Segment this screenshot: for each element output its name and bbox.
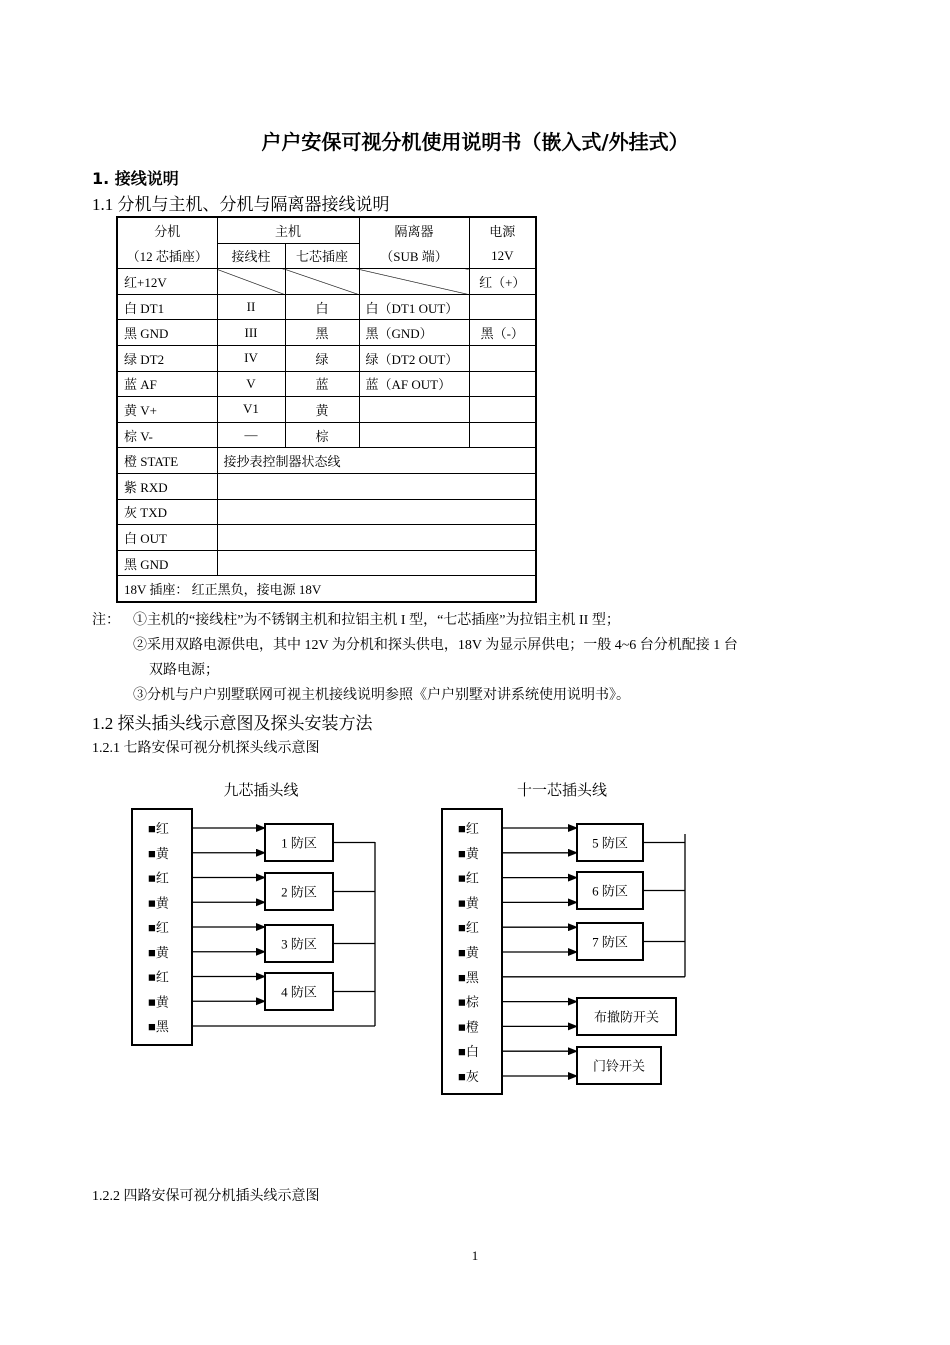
section-heading-1-1: 1.1 分机与主机、分机与隔离器接线说明 <box>92 195 390 214</box>
eleven-pin-plug-pin: ■棕 <box>458 994 479 1010</box>
eleven-pin-plug-pin: ■黑 <box>458 969 479 985</box>
table-header-cell: 隔离器 <box>359 217 469 243</box>
zone-box-3-label: 3 防区 <box>281 936 317 952</box>
eleven-pin-plug-pin: ■红 <box>458 870 479 886</box>
table-cell: 黑（-） <box>469 320 536 346</box>
table-cell: 蓝 AF <box>117 371 217 397</box>
table-header-cell: 电源 <box>469 217 536 243</box>
note-3: ③分机与户户别墅联网可视主机接线说明参照《户户别墅对讲系统使用说明书》。 <box>133 688 630 703</box>
nine-pin-plug-pin: ■红 <box>148 870 169 886</box>
zone-box-1-label: 1 防区 <box>281 835 317 851</box>
nine-pin-plug-pin: ■红 <box>148 969 169 985</box>
eleven-pin-plug-pin: ■灰 <box>458 1069 479 1084</box>
page-number: 1 <box>471 1248 479 1263</box>
table-cell: 蓝 <box>285 371 359 397</box>
nine-pin-plug-pin: ■黄 <box>148 895 169 911</box>
zone-box-4-label: 4 防区 <box>281 984 317 1000</box>
section-heading-1-2: 1.2 探头插头线示意图及探头安装方法 <box>92 714 373 733</box>
eleven-pin-plug-pin: ■黄 <box>458 945 479 960</box>
table-cell: 蓝（AF OUT） <box>359 371 469 397</box>
document-title: 户户安保可视分机使用说明书（嵌入式/外挂式） <box>261 130 689 154</box>
nine-pin-plug-pin: ■黄 <box>148 994 169 1010</box>
table-cell: 绿 DT2 <box>117 345 217 371</box>
table-cell: 白 <box>285 294 359 320</box>
table-cell: 绿（DT2 OUT） <box>359 345 469 371</box>
nine-pin-plug-title: 九芯插头线 <box>223 783 299 799</box>
table-cell: II <box>217 294 285 320</box>
section-heading-1: 1. 接线说明 <box>92 169 179 188</box>
eleven-pin-plug-pin: ■白 <box>458 1044 479 1060</box>
table-header-cell: 七芯插座 <box>285 243 359 269</box>
table-cell: III <box>217 320 285 346</box>
eleven-pin-plug-pin: ■红 <box>458 821 479 836</box>
table-cell: 紫 RXD <box>117 473 217 499</box>
eleven-pin-plug-title: 十一芯插头线 <box>516 783 608 799</box>
table-cell: V <box>217 371 285 397</box>
table-cell: 黑 <box>285 320 359 346</box>
zone-box-5-label: 5 防区 <box>592 835 628 851</box>
eleven-pin-plug-pin: ■黄 <box>458 845 479 861</box>
table-cell: 白（DT1 OUT） <box>359 294 469 320</box>
table-cell: 棕 <box>285 422 359 448</box>
table-cell: 灰 TXD <box>117 499 217 525</box>
table-header-cell: 分机 <box>117 217 217 243</box>
table-cell: V1 <box>217 397 285 423</box>
table-cell: 橙 STATE <box>117 448 217 474</box>
note-prefix: 注： <box>92 613 120 628</box>
section-heading-1-2-1: 1.2.1 七路安保可视分机探头线示意图 <box>92 741 320 756</box>
note-2: ②采用双路电源供电，其中 12V 为分机和探头供电，18V 为显示屏供电；一般 4~6 台分机配接 1 台 <box>133 638 738 653</box>
table-header-cell: 12V <box>469 243 536 269</box>
table-cell: 红+12V <box>117 269 217 295</box>
note-1: ①主机的“接线柱”为不锈钢主机和拉铝主机 I 型，“七芯插座”为拉铝主机 II 型； <box>133 613 620 628</box>
nine-pin-plug-pin: ■红 <box>148 821 169 836</box>
nine-pin-plug-pin: ■红 <box>148 920 169 935</box>
table-header-cell: （SUB 端） <box>359 243 469 269</box>
eleven-pin-plug-pin: ■红 <box>458 920 479 936</box>
table-cell: 白 DT1 <box>117 294 217 320</box>
note-2-continued: 双路电源； <box>149 663 219 678</box>
table-cell: 黄 <box>285 397 359 423</box>
table-header-cell: 主机 <box>217 217 359 243</box>
table-cell: 黄 V+ <box>117 397 217 423</box>
zone-box-2-label: 2 防区 <box>281 884 317 900</box>
table-cell: IV <box>217 345 285 371</box>
section-heading-1-2-2: 1.2.2 四路安保可视分机插头线示意图 <box>92 1189 320 1204</box>
table-cell: 黑 GND <box>117 320 217 346</box>
table-header-cell: 接线柱 <box>217 243 285 269</box>
table-footer-cell: 18V 插座： 红正黑负，接电源 18V <box>117 576 536 602</box>
table-cell: 绿 <box>285 345 359 371</box>
eleven-pin-plug-pin: ■橙 <box>458 1019 479 1035</box>
table-cell: 白 OUT <box>117 525 217 551</box>
table-cell-wide: 接抄表控制器状态线 <box>217 448 536 474</box>
zone-box-7-label: 7 防区 <box>592 934 628 950</box>
table-cell: 红（+） <box>469 269 536 295</box>
arm-disarm-switch-box-label: 布撤防开关 <box>593 1009 660 1025</box>
table-cell: 棕 V- <box>117 422 217 448</box>
table-cell: — <box>217 422 285 448</box>
table-cell: 黑 GND <box>117 550 217 576</box>
nine-pin-plug-pin: ■黑 <box>148 1019 169 1034</box>
table-header-cell: （12 芯插座） <box>117 243 217 269</box>
nine-pin-plug-pin: ■黄 <box>148 845 169 861</box>
eleven-pin-plug-pin: ■黄 <box>458 895 479 911</box>
nine-pin-plug-pin: ■黄 <box>148 944 169 960</box>
doorbell-switch-box-label: 门铃开关 <box>592 1058 646 1074</box>
table-cell: 黑（GND） <box>359 320 469 346</box>
zone-box-6-label: 6 防区 <box>592 883 628 899</box>
